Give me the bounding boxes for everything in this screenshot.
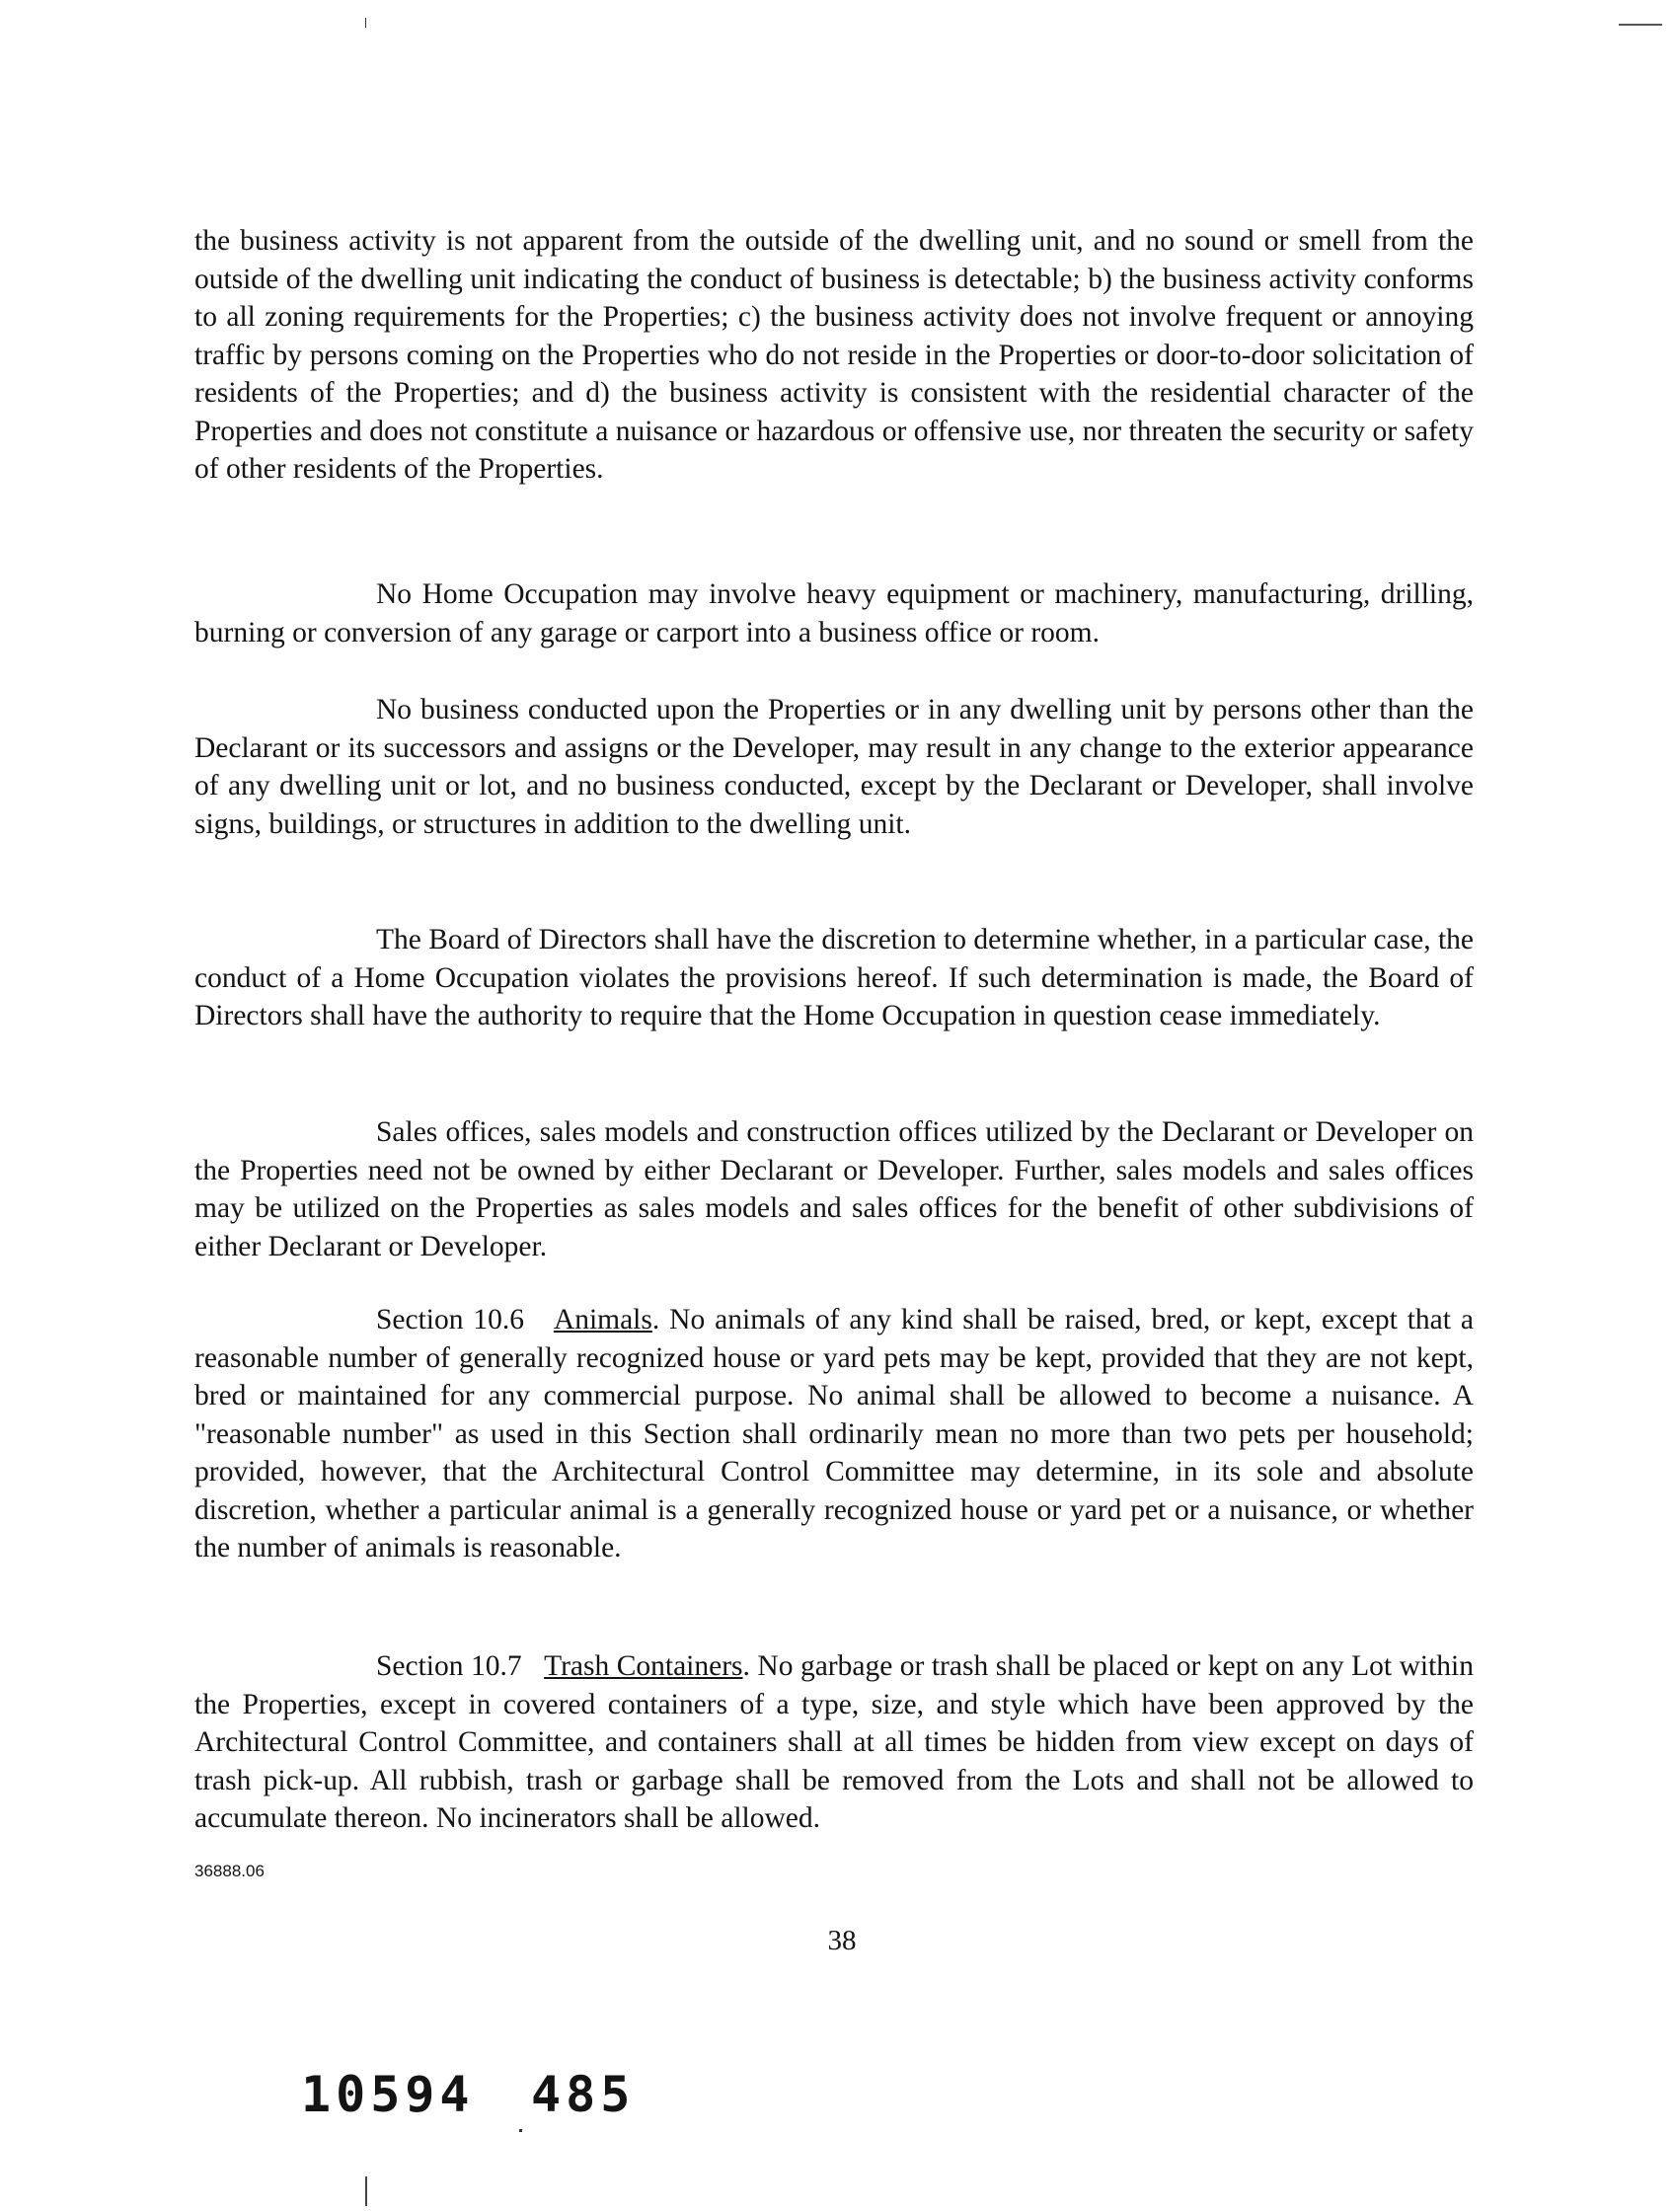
paragraph-home-occupation-conditions: the business activity is not apparent from the outside of the dwelling unit, and no sound or smell from the outside of the dwelling unit indicating the conduct of business is detectable; b) the business activity conforms to all zoning requirements for the Properties; c) the business activity does not involve frequent or annoying traffic by persons coming on the Properties who do not reside in the Properties or door-to-door solicitation of residents of the Properties; and d) the business activity is consistent with the residential character of the Properties and does not constitute a nuisance or hazardous or offensive use, nor threaten the security or safety of other residents of the Properties. (194, 225, 1474, 485)
section-body: . No animals of any kind shall be raised, bred, or kept, except that a reasonable number of generally recognized house or yard pets may be kept, provided that they are not kept, bred or maintained for any commercial purpose. No animal shall be allowed to become a nuisance. A "reasonable number" as used in this Section shall ordinarily mean no more than two pets per household; provided, however, that the Architectural Control Committee may determine, in its sole and absolute discretion, whether a particular animal is a generally recognized house or yard pet or a nuisance, or whether the number of animals is reasonable. (194, 1304, 1475, 1564)
section-body: . No garbage or trash shall be placed or kept on any Lot within the Properties, except in covered containers of a type, size, and style which have been approved by the Architectural Control Committee, and containers shall at all times be hidden from view except on days of trash pick-up. All rubbish, trash or garbage shall be removed from the Lots and shall not be allowed to accumulate thereon. No incinerators shall be allowed. (194, 1650, 1474, 1834)
page-number: 38 (827, 1925, 857, 1956)
paragraph-board-discretion: The Board of Directors shall have the discretion to determine whether, in a particular case, the conduct of a Home Occupation violates the provisions hereof. If such determination is made, the Board of Directors shall have the authority to require that the Home Occupation in question cease immediately. (194, 924, 1475, 1031)
recording-stamp-page: 485 (531, 2066, 636, 2123)
document-reference-number: 36888.06 (194, 1862, 265, 1880)
section-heading: Animals (553, 1304, 652, 1335)
scan-mark (519, 2129, 522, 2132)
section-heading: Trash Containers (544, 1650, 743, 1682)
section-10-6-animals (194, 1301, 1474, 1567)
scan-mark (1619, 24, 1662, 26)
section-10-7-trash-containers (194, 1647, 1474, 1838)
scan-mark (365, 2176, 367, 2206)
section-number: Section 10.6 (376, 1304, 525, 1335)
paragraph-sales-offices: Sales offices, sales models and construction offices utilized by the Declarant or Developer on the Properties need not be owned by either Declarant or Developer. Further, sales models and sales offices may be utilized on the Properties as sales models and sales offices for the benefit of other subdivisions of either Declarant or Developer. (194, 1116, 1474, 1262)
paragraph-heavy-equipment: No Home Occupation may involve heavy equipment or machinery, manufacturing, drilling, burning or conversion of any garage or carport into a business office or room. (194, 578, 1474, 648)
section-number: Section 10.7 (376, 1650, 522, 1682)
recording-stamp-book: 10594 (301, 2066, 475, 2123)
scan-mark (365, 18, 366, 28)
paragraph-business-appearance: No business conducted upon the Properties or in any dwelling unit by persons other than the Declarant or its successors and assigns or the Developer, may result in any change to the exterior appearance of any dwelling unit or lot, and no business conducted, except by the Declarant or Developer, shall involve signs, buildings, or structures in addition to the dwelling unit. (194, 694, 1474, 840)
